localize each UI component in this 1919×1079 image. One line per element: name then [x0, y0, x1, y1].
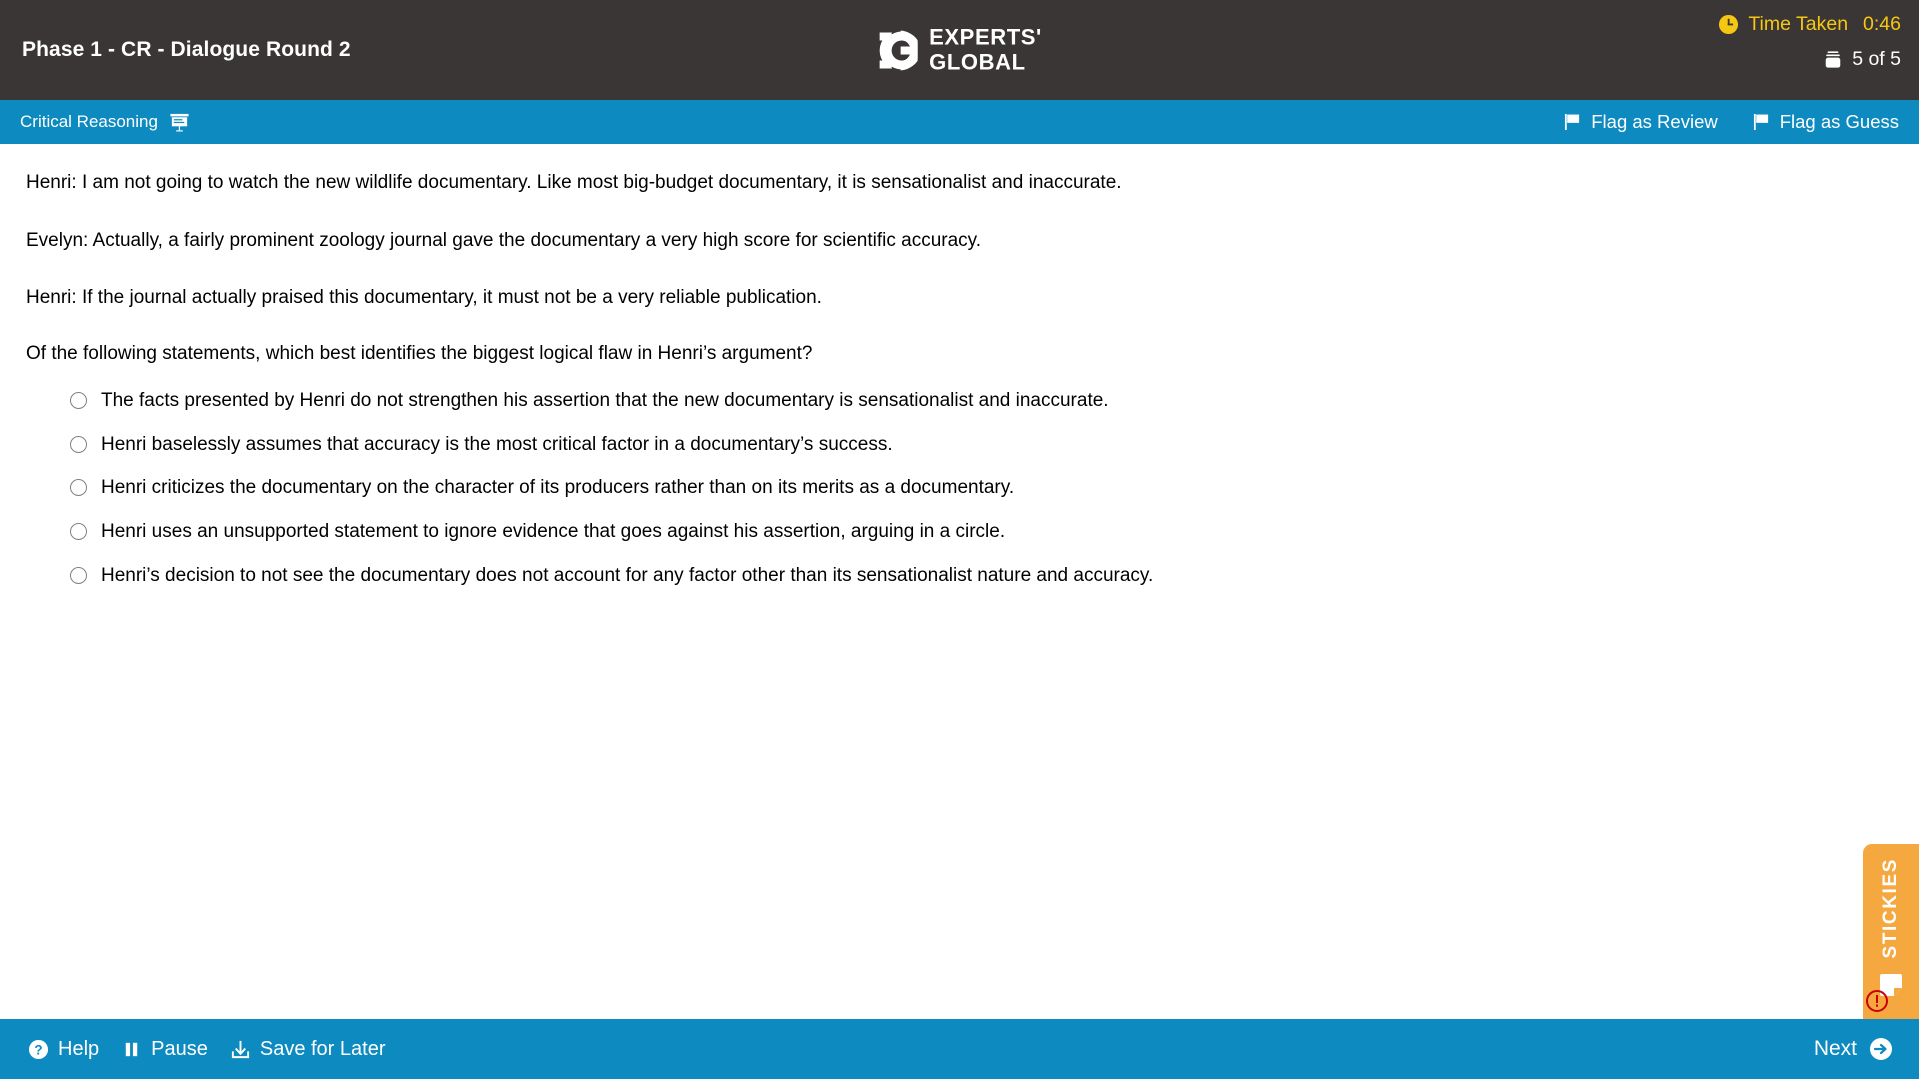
flag-icon	[1753, 113, 1770, 131]
brand-line-1: EXPERTS'	[929, 24, 1042, 50]
section-bar	[0, 100, 1919, 144]
passage-line: Evelyn: Actually, a fairly prominent zoology journal gave the documentary a very high score for scientific accuracy.	[26, 229, 982, 251]
alert-exclamation-icon[interactable]	[1865, 989, 1889, 1013]
question-area	[0, 144, 1919, 1039]
answer-option[interactable]	[70, 564, 1893, 588]
header-status	[1718, 14, 1901, 70]
brand-wordmark	[929, 24, 1042, 75]
save-for-later-label: Save for Later	[259, 1037, 386, 1060]
question-counter	[1718, 49, 1901, 70]
timer	[1718, 14, 1901, 35]
flag-icon	[1564, 113, 1581, 131]
section-name-label: Critical Reasoning	[20, 112, 158, 131]
time-taken-value: 0:46	[1863, 12, 1901, 35]
next-button[interactable]	[1814, 1037, 1893, 1061]
help-button[interactable]	[28, 1038, 99, 1061]
question-stack-icon	[1823, 49, 1843, 70]
brand-line-2: GLOBAL	[929, 49, 1026, 75]
radio-button[interactable]	[70, 436, 87, 453]
passage-line: Henri: I am not going to watch the new wildlife documentary. Like most big-budget documentary, it is sensationalist and inaccurate.	[26, 172, 1122, 193]
section-name-group	[20, 112, 190, 133]
experts-global-logo-icon	[877, 29, 917, 71]
answer-option-label: Henri uses an unsupported statement to ignore evidence that goes against his assertion, arguing in a circle.	[101, 521, 1006, 543]
top-header	[0, 0, 1919, 100]
answer-option[interactable]	[70, 389, 1893, 413]
flag-as-guess-label: Flag as Guess	[1779, 111, 1899, 132]
pause-label: Pause	[151, 1037, 208, 1060]
radio-button[interactable]	[70, 392, 87, 409]
answer-option[interactable]	[70, 433, 1893, 457]
answer-options	[26, 389, 1893, 588]
pause-button[interactable]	[121, 1038, 208, 1061]
stickies-label: STICKIES	[1880, 858, 1901, 959]
answer-option[interactable]	[70, 520, 1893, 544]
next-label: Next	[1813, 1037, 1857, 1060]
save-for-later-button[interactable]	[230, 1038, 386, 1061]
answer-option[interactable]	[70, 476, 1893, 500]
radio-button[interactable]	[70, 567, 87, 584]
radio-button[interactable]	[70, 523, 87, 540]
page-title: Phase 1 - CR - Dialogue Round 2	[22, 38, 351, 61]
time-taken-label: Time Taken	[1748, 12, 1849, 35]
radio-button[interactable]	[70, 479, 87, 496]
pause-icon	[121, 1039, 142, 1060]
answer-option-label: Henri’s decision to not see the documentary does not account for any factor other than its sensationalist nature and accuracy.	[101, 564, 1154, 586]
flag-as-review-button[interactable]	[1564, 111, 1717, 133]
flag-as-review-label: Flag as Review	[1591, 111, 1718, 132]
passage-line: Henri: If the journal actually praised this documentary, it must not be a very reliable publication.	[26, 287, 822, 309]
clock-icon	[1718, 14, 1739, 35]
presentation-board-icon	[169, 112, 190, 133]
flag-as-guess-button[interactable]	[1753, 111, 1899, 133]
passage	[0, 170, 1919, 588]
bottom-toolbar	[0, 1019, 1919, 1079]
svg-text:?: ?	[34, 1041, 43, 1057]
flag-actions	[1564, 111, 1899, 133]
answer-option-label: Henri criticizes the documentary on the character of its producers rather than on its merits as a documentary.	[101, 477, 1015, 499]
download-save-icon	[230, 1039, 251, 1060]
help-question-icon	[28, 1039, 49, 1060]
answer-option-label: Henri baselessly assumes that accuracy is the most critical factor in a documentary’s success.	[101, 433, 893, 455]
question-prompt: Of the following statements, which best identifies the biggest logical flaw in Henri’s argument?	[26, 342, 813, 364]
brand-logo	[877, 24, 1042, 75]
arrow-right-circle-icon	[1869, 1037, 1893, 1061]
answer-option-label: The facts presented by Henri do not strengthen his assertion that the new documentary is sensationalist and inaccurate.	[101, 389, 1109, 411]
bottom-toolbar-left	[28, 1038, 385, 1061]
help-label: Help	[58, 1037, 100, 1060]
question-counter-value: 5 of 5	[1852, 47, 1901, 70]
